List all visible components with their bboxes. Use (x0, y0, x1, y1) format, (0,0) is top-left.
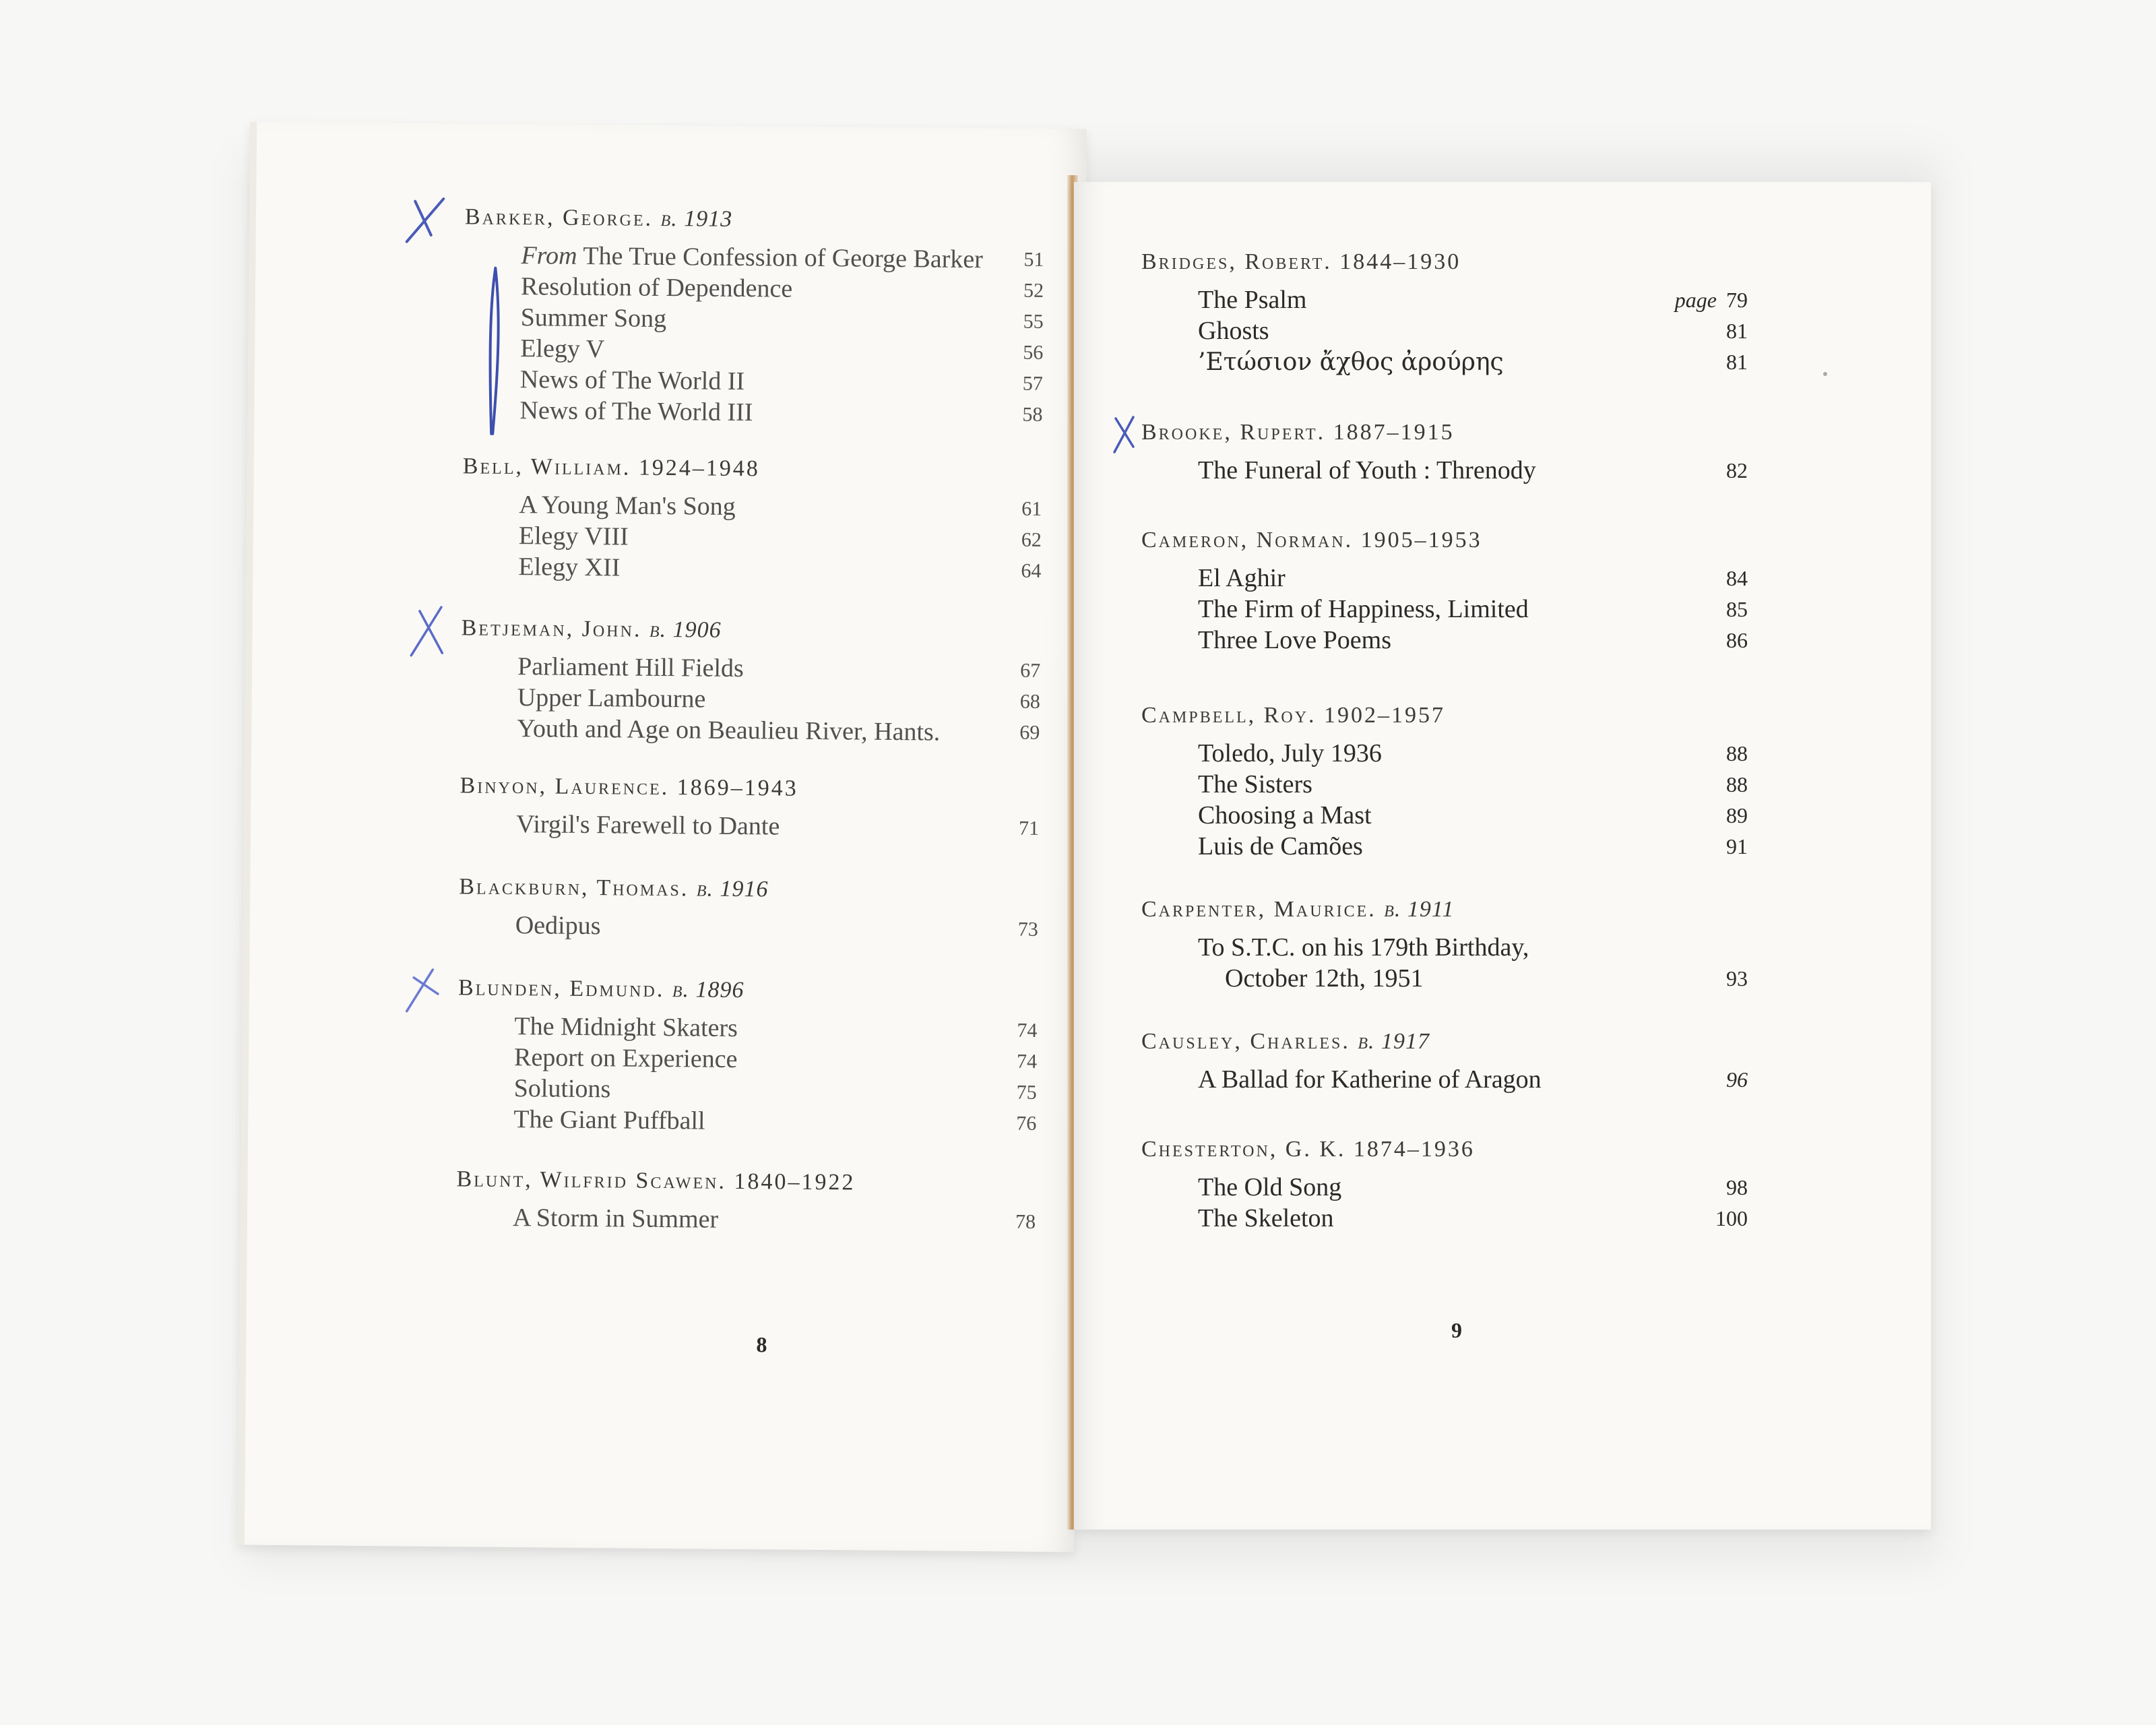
entry-binyon (459, 773, 1040, 844)
poem-row (1141, 563, 1748, 594)
author-name: Betjeman, John. (461, 615, 642, 642)
poem-title: Report on Experience (513, 1043, 738, 1073)
poem-title: Oedipus (515, 911, 601, 941)
page-number: 76 (1016, 1112, 1037, 1135)
page-number: 96 (1726, 1067, 1748, 1092)
page-number: 57 (1022, 372, 1044, 395)
poem-row (464, 363, 1043, 400)
author-name: Binyon, Laurence. (459, 773, 670, 801)
poem-title: Choosing a Mast (1198, 801, 1372, 829)
page-number: 84 (1726, 566, 1748, 590)
author-dates: b. 1896 (672, 977, 744, 1003)
poem-title: Ghosts (1198, 317, 1269, 345)
poem-title: The Firm of Happiness, Limited (1198, 595, 1529, 623)
right-page (1074, 182, 1931, 1530)
poem-title: Youth and Age on Beaulieu River, Hants. (517, 714, 941, 747)
author-name: Causley, Charles. (1141, 1029, 1350, 1054)
poem-title: Upper Lambourne (517, 683, 706, 714)
poem-title-continued: October 12th, 1951 (1225, 964, 1424, 993)
poem-title: Toledo, July 1936 (1198, 739, 1382, 767)
poem-row (1141, 738, 1748, 769)
author-name: Barker, George. (464, 204, 654, 231)
poem-row (1141, 1064, 1748, 1095)
page-value: 79 (1726, 288, 1748, 312)
x-mark-barker-icon (402, 195, 456, 249)
page-speck (1823, 372, 1827, 376)
poem-row (1141, 963, 1748, 994)
x-mark-betjeman-icon (407, 602, 462, 663)
poem-title: The Funeral of Youth : Threnody (1198, 456, 1536, 484)
author-name: Campbell, Roy. (1141, 703, 1317, 728)
author-heading (465, 204, 1044, 235)
poem-title: Elegy V (520, 334, 605, 364)
poem-row (462, 551, 1041, 587)
entry-bell (462, 453, 1042, 586)
author-heading (1141, 528, 1748, 553)
poem-row (457, 1072, 1037, 1108)
x-mark-brooke-icon (1106, 412, 1147, 459)
page-number: 81 (1726, 350, 1748, 374)
poem-title: Three Love Poems (1198, 626, 1392, 654)
author-name: Bell, William. (462, 453, 631, 480)
author-name: Cameron, Norman. (1141, 528, 1354, 553)
author-dates: b. 1906 (649, 617, 722, 643)
page-number: 86 (1726, 628, 1748, 652)
author-name: Brooke, Rupert. (1141, 420, 1326, 445)
author-heading (462, 615, 1041, 646)
entry-carpenter (1141, 897, 1748, 994)
author-name: Blackburn, Thomas. (459, 874, 689, 902)
author-dates: 1874–1936 (1353, 1137, 1475, 1162)
entry-barker (463, 204, 1044, 430)
poem-title: Resolution of Dependence (520, 272, 793, 303)
page-number: 64 (1021, 559, 1042, 582)
left-page (238, 122, 1087, 1552)
page-number: 56 (1023, 341, 1044, 364)
poem-row (462, 489, 1042, 525)
page-number: 85 (1726, 597, 1748, 621)
poem-row (456, 1201, 1036, 1238)
page-number: 62 (1021, 528, 1042, 551)
page-number: 61 (1021, 497, 1042, 520)
poem-row (1141, 625, 1748, 656)
poem-prefix: From (521, 241, 577, 270)
poem-row (457, 1103, 1036, 1139)
poem-row (1141, 831, 1748, 862)
poem-title: To S.T.C. on his 179th Birthday, (1198, 933, 1529, 962)
page-number: 71 (1018, 817, 1040, 840)
poem-row (459, 808, 1039, 844)
author-dates: 1869–1943 (676, 775, 798, 801)
poem-row (1141, 1172, 1748, 1203)
author-name: Blunt, Wilfrid Scawen. (456, 1166, 727, 1194)
author-dates: 1844–1930 (1339, 249, 1461, 274)
poem-row (464, 301, 1044, 338)
poem-title: The Giant Puffball (513, 1105, 705, 1135)
author-dates: 1905–1953 (1360, 528, 1482, 553)
entry-causley (1141, 1029, 1748, 1095)
author-heading (1141, 897, 1748, 922)
author-dates: b. 1913 (660, 206, 733, 232)
page-number: 51 (1023, 248, 1044, 271)
poem-row (1141, 455, 1748, 486)
poem-title: Luis de Camões (1198, 832, 1363, 860)
poem-title: Summer Song (520, 303, 667, 334)
entry-campbell (1141, 703, 1748, 862)
author-dates: 1902–1957 (1324, 703, 1446, 728)
entry-brooke (1141, 420, 1748, 486)
entry-chesterton (1141, 1137, 1748, 1234)
poem-row (457, 1041, 1037, 1077)
bracket-barker-icon (483, 265, 505, 441)
author-name: Bridges, Robert. (1141, 249, 1332, 274)
author-heading (456, 1166, 1036, 1197)
author-name: Chesterton, G. K. (1141, 1137, 1346, 1162)
page-number: 93 (1726, 966, 1748, 991)
poem-title: El Aghir (1198, 564, 1286, 592)
page-folio: 8 (756, 1332, 767, 1357)
page-number: 74 (1017, 1019, 1038, 1042)
author-dates: b. 1911 (1384, 897, 1455, 922)
poem-title: A Young Man's Song (519, 491, 736, 521)
page-number (1675, 284, 1748, 315)
page-number: 91 (1726, 834, 1748, 858)
poem-row (1141, 800, 1748, 831)
poem-row (464, 332, 1043, 369)
poem-row (1141, 284, 1748, 315)
poem-title: Elegy XII (518, 553, 621, 582)
page-number: 82 (1726, 458, 1748, 482)
page-number: 81 (1726, 319, 1748, 343)
page-number: 58 (1022, 403, 1043, 426)
poem-title: A Storm in Summer (512, 1203, 719, 1234)
author-heading (1141, 1137, 1748, 1162)
author-heading (1141, 249, 1748, 275)
poem-row (463, 394, 1042, 431)
author-dates: 1840–1922 (734, 1168, 856, 1195)
poem-row (1141, 594, 1748, 625)
poem-title: The Sisters (1198, 770, 1312, 798)
page-folio: 9 (1451, 1318, 1462, 1342)
poem-title: The Old Song (1198, 1173, 1342, 1201)
left-contents-column (456, 204, 1044, 1237)
poem-title: The Skeleton (1198, 1204, 1334, 1232)
page-number: 98 (1726, 1175, 1748, 1199)
author-heading (459, 773, 1039, 804)
page-number: 78 (1015, 1210, 1036, 1233)
entry-betjeman (460, 615, 1041, 748)
poem-title: The Psalm (1198, 286, 1307, 314)
poem-row (1141, 769, 1748, 800)
poem-title: Elegy VIII (518, 522, 629, 551)
page-number: 67 (1020, 659, 1041, 682)
author-dates: b. 1917 (1358, 1029, 1430, 1054)
poem-row (464, 270, 1044, 307)
poem-row (457, 1010, 1037, 1046)
author-heading (1141, 420, 1748, 445)
author-name: Carpenter, Maurice. (1141, 897, 1376, 922)
author-name: Blunden, Edmund. (457, 975, 665, 1003)
right-contents-column (1141, 249, 1748, 1234)
page-number: 69 (1019, 721, 1040, 744)
author-heading (459, 874, 1038, 905)
page-label: page (1674, 288, 1717, 312)
poem-title: ’Ετώσιον ἄχθος ἀρούρης (1198, 348, 1504, 376)
author-dates: 1887–1915 (1333, 420, 1455, 445)
author-heading (1141, 703, 1748, 728)
page-number: 55 (1023, 310, 1044, 333)
poem-row (1141, 1203, 1748, 1234)
entry-bridges (1141, 249, 1748, 378)
poem-row (462, 520, 1042, 556)
page-number: 68 (1019, 690, 1040, 713)
author-dates: 1924–1948 (638, 455, 761, 482)
poem-row (461, 650, 1040, 687)
entry-blunden (457, 975, 1038, 1139)
poem-title: News of The World II (519, 365, 745, 396)
poem-row (461, 681, 1040, 718)
page-number: 88 (1726, 772, 1748, 796)
poem-row (1141, 346, 1748, 378)
x-mark-blunden-icon (403, 964, 457, 1019)
poem-title: The True Confession of George Barker (583, 241, 984, 274)
page-number: 52 (1023, 279, 1044, 302)
page-number: 88 (1726, 741, 1748, 765)
page-number: 74 (1016, 1050, 1038, 1073)
poem-title: Parliament Hill Fields (517, 652, 744, 683)
author-heading (458, 975, 1038, 1006)
poem-title: The Midnight Skaters (514, 1012, 738, 1042)
entry-cameron (1141, 528, 1748, 656)
poem-row (1141, 315, 1748, 346)
page-number: 100 (1715, 1206, 1748, 1230)
page-number: 73 (1017, 918, 1038, 941)
poem-row (464, 239, 1044, 276)
poem-row (1141, 932, 1748, 963)
page-number: 89 (1726, 803, 1748, 827)
poem-title: Virgil's Farewell to Dante (515, 810, 780, 841)
poem-row (460, 712, 1040, 749)
poem-title: Solutions (513, 1074, 611, 1104)
entry-blunt (456, 1166, 1036, 1238)
author-heading (463, 453, 1042, 484)
entry-blackburn (459, 874, 1039, 945)
author-heading (1141, 1029, 1748, 1055)
poem-row (459, 909, 1038, 945)
poem-title: A Ballad for Katherine of Aragon (1198, 1065, 1542, 1094)
page-number: 75 (1016, 1081, 1037, 1104)
author-dates: b. 1916 (696, 876, 769, 902)
poem-title: News of The World III (519, 396, 753, 427)
